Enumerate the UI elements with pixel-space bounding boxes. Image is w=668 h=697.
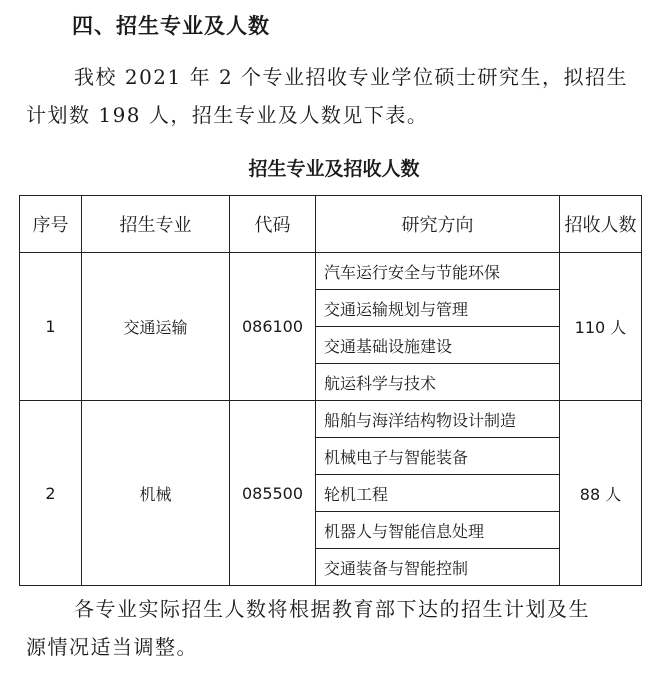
header-major: 招生专业 [82, 196, 230, 253]
row-index: 1 [20, 253, 82, 401]
direction-cell: 船舶与海洋结构物设计制造 [316, 401, 560, 438]
header-code: 代码 [230, 196, 316, 253]
header-direction: 研究方向 [316, 196, 560, 253]
direction-cell: 机械电子与智能装备 [316, 438, 560, 475]
direction-cell: 航运科学与技术 [316, 364, 560, 401]
intro-line-2: 计划数 198 人，招生专业及人数见下表。 [26, 103, 429, 127]
direction-cell: 交通运输规划与管理 [316, 290, 560, 327]
header-index: 序号 [20, 196, 82, 253]
direction-cell: 交通装备与智能控制 [316, 549, 560, 586]
table-row [20, 401, 642, 438]
closing-line-1: 各专业实际招生人数将根据教育部下达的招生计划及生 [74, 597, 590, 621]
row-code: 086100 [230, 253, 316, 401]
direction-cell: 机器人与智能信息处理 [316, 512, 560, 549]
row-index: 2 [20, 401, 82, 586]
row-count: 88 人 [560, 401, 642, 586]
row-count: 110 人 [560, 253, 642, 401]
row-major: 交通运输 [82, 253, 230, 401]
direction-cell: 汽车运行安全与节能环保 [316, 253, 560, 290]
enrollment-table [19, 195, 642, 586]
closing-paragraph [26, 590, 646, 666]
closing-line-2: 源情况适当调整。 [26, 635, 198, 659]
table-header-row [20, 196, 642, 253]
row-code: 085500 [230, 401, 316, 586]
direction-cell: 交通基础设施建设 [316, 327, 560, 364]
intro-paragraph [26, 58, 646, 134]
section-heading: 四、招生专业及人数 [72, 14, 270, 38]
table-row [20, 253, 642, 290]
direction-cell: 轮机工程 [316, 475, 560, 512]
table-title: 招生专业及招收人数 [248, 158, 420, 180]
row-major: 机械 [82, 401, 230, 586]
header-count: 招收人数 [560, 196, 642, 253]
intro-line-1: 我校 2021 年 2 个专业招收专业学位硕士研究生，拟招生 [74, 65, 629, 89]
